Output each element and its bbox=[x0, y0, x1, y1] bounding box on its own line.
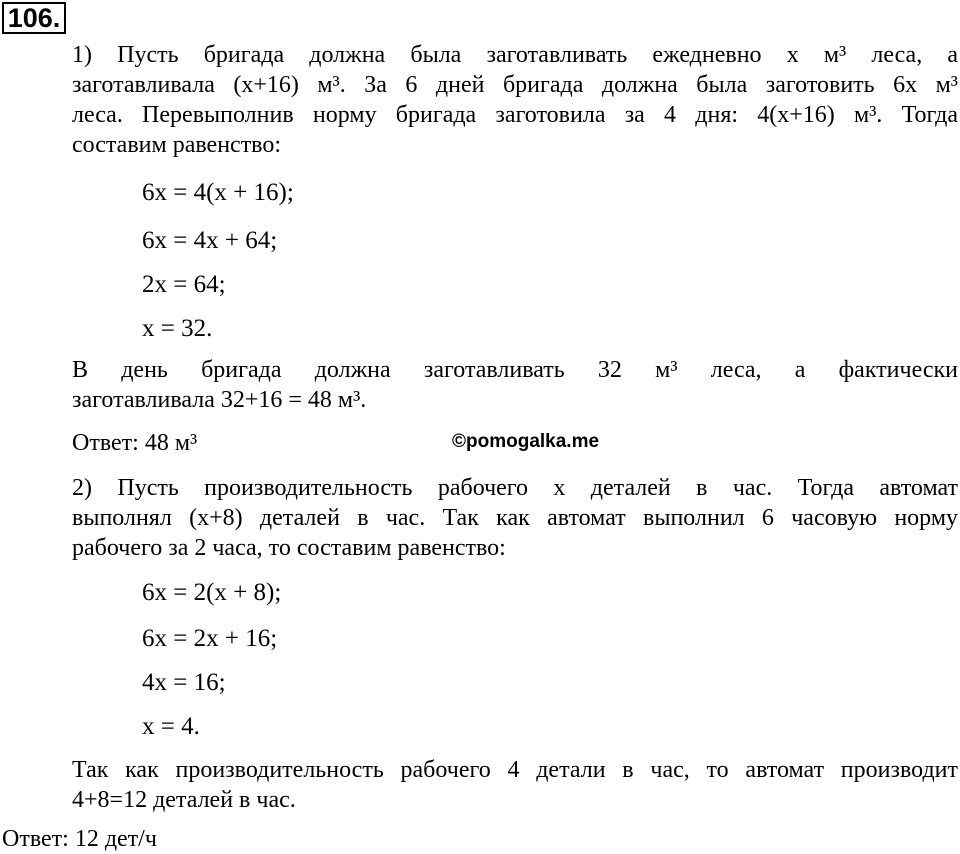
part1-line-3: леса. Перевыполнив норму бригада заготовила за 4 дня: 4(x+16) м³. Тогда bbox=[72, 102, 958, 128]
part1-line-2: заготавливала (x+16) м³. За 6 дней бригада должна была заготовить 6x м³ bbox=[72, 72, 958, 98]
part1-equation-1: 6x = 4(x + 16); bbox=[142, 179, 294, 206]
part1-line-4: составим равенство: bbox=[72, 132, 282, 158]
part2-line-1: 2) Пусть производительность рабочего x деталей в час. Тогда автомат bbox=[72, 475, 958, 501]
part2-line-3: рабочего за 2 часа, то составим равенство: bbox=[72, 535, 506, 561]
part2-conclusion-line-1: Так как производительность рабочего 4 детали в час, то автомат производит bbox=[72, 757, 958, 783]
part2-conclusion bbox=[72, 755, 958, 815]
part2-line-2: выполнял (x+8) деталей в час. Так как автомат выполнил 6 часовую норму bbox=[72, 505, 958, 531]
part1-conclusion bbox=[72, 355, 958, 415]
part2-equation-2: 6x = 2x + 16; bbox=[142, 625, 278, 652]
part1-equation-2: 6x = 4x + 64; bbox=[142, 227, 278, 254]
part2-answer: Ответ: 12 дет/ч bbox=[2, 826, 157, 852]
watermark: ©pomogalka.me bbox=[452, 431, 600, 452]
part2-conclusion-line-2: 4+8=12 деталей в час. bbox=[72, 787, 296, 813]
part2-equation-1: 6x = 2(x + 8); bbox=[142, 579, 282, 606]
part1-answer: Ответ: 48 м³ bbox=[72, 430, 198, 456]
part1-conclusion-line-1: В день бригада должна заготавливать 32 м³ леса, а фактически bbox=[72, 357, 958, 383]
part1-equation-4: x = 32. bbox=[142, 315, 213, 342]
part2-equation-4: x = 4. bbox=[142, 713, 200, 740]
problem-number: 106. bbox=[2, 2, 66, 34]
part1-line-1: 1) Пусть бригада должна была заготавливать ежедневно x м³ леса, а bbox=[72, 42, 958, 68]
part2-paragraph bbox=[72, 473, 958, 563]
part1-conclusion-line-2: заготавливала 32+16 = 48 м³. bbox=[72, 387, 367, 413]
part2-equation-3: 4x = 16; bbox=[142, 669, 226, 696]
part1-paragraph bbox=[72, 40, 958, 160]
part1-equation-3: 2x = 64; bbox=[142, 271, 226, 298]
